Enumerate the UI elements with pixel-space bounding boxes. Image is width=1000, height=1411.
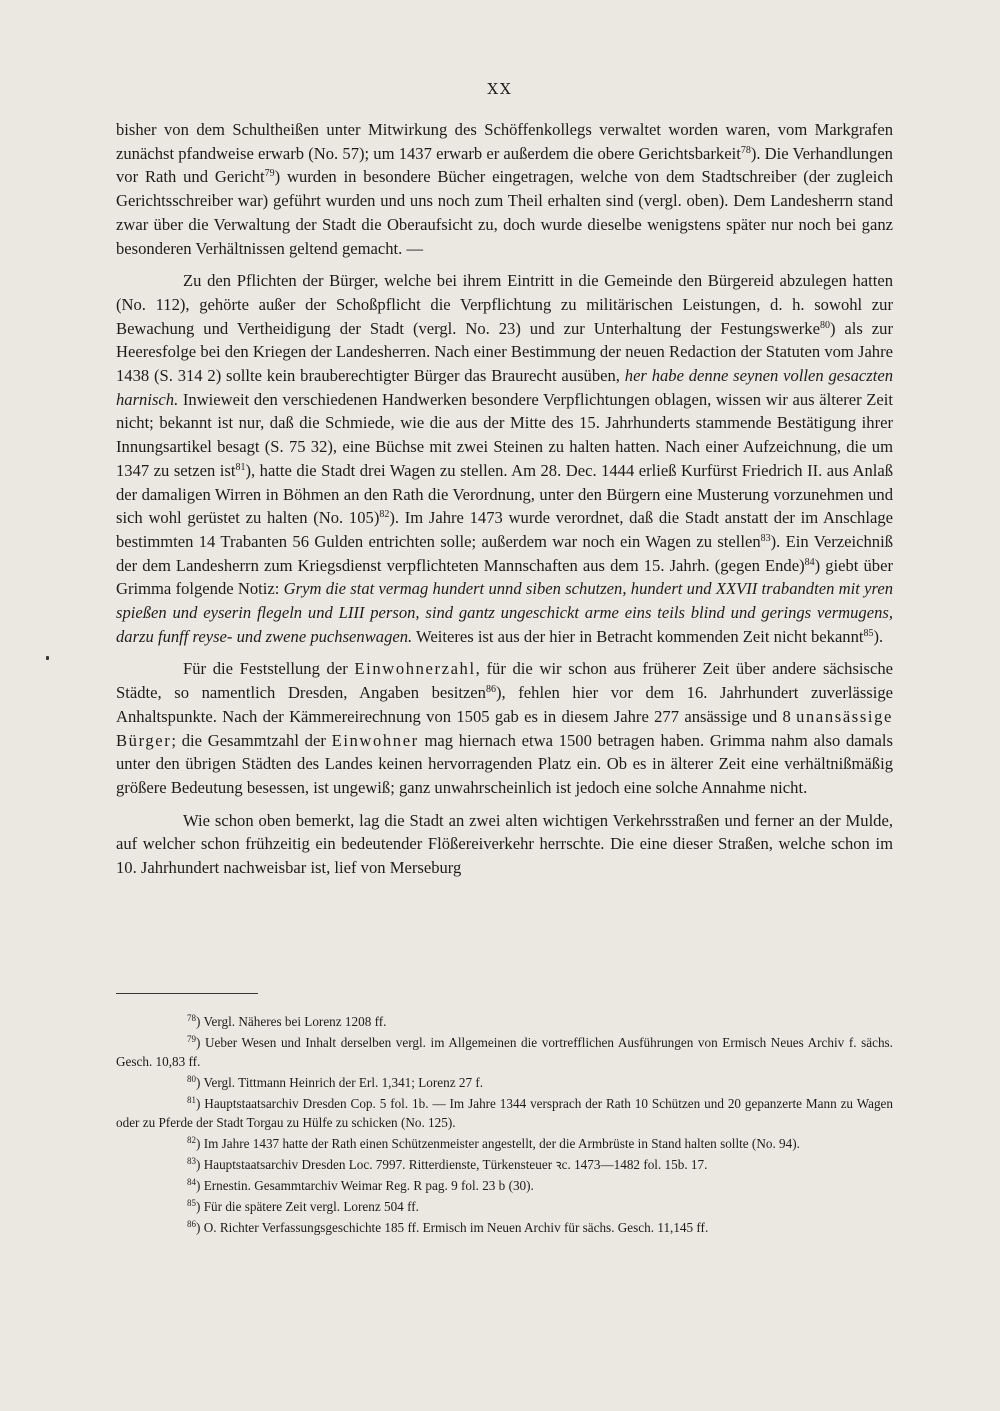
text-run: ) als zur Heeresfolge bei den Kriegen der Landesherren. Nach einer Bestimmung der neuen Redaction der Statuten vom Jahre 1438 (S. 314 2) sollte kein brauberechtigter Bürger das Braurecht ausüben,	[116, 318, 893, 386]
footnote-ref: 84	[804, 556, 815, 568]
emphasized-text: Einwohnerzahl	[354, 659, 476, 679]
text-run: Zu den Pflichten der Bürger, welche bei ihrem Eintritt in die Gemeinde den Bürgereid abzulegen hatten (No. 112), gehörte außer der Schoßpflicht die Verpflichtung zu militärischen Leistungen, d. h. sowohl zur Bewachung und Vertheidigung der Stadt (vergl. No. 23) und zur Unterhaltung der Festungswerke	[116, 271, 893, 338]
footnote	[116, 1094, 893, 1132]
footnote-text: Für die spätere Zeit vergl. Lorenz 504 ff.	[203, 1199, 419, 1214]
footnote	[116, 1073, 893, 1092]
footnote-text: Im Jahre 1437 hatte der Rath einen Schützenmeister angestellt, der die Armbrüste in Stand halten sollte (No. 94).	[203, 1136, 800, 1151]
footnote-ref: 86	[485, 684, 496, 696]
quoted-text: her habe denne seynen vollen gesaczten harnisch.	[116, 366, 893, 409]
footnote	[116, 1155, 893, 1174]
paragraph	[116, 118, 893, 260]
text-run: Inwieweit den verschiedenen Handwerken besondere Verpflichtungen oblagen, wissen wir aus älterer Zeit nicht; bekannt ist nur, daß die Schmiede, wie die aus der Mitte des 15. Jahrhunderts stammende Bestätigung ihrer Innungsartikel besagt (S. 75 32), eine Büchse mit zwei Steinen zu halten hatten. Nach einer Aufzeichnung, die um 1347 zu setzen ist	[116, 389, 893, 480]
footnote-text: Ernestin. Gesammtarchiv Weimar Reg. R pag. 9 fol. 23 b (30).	[203, 1178, 534, 1193]
footnote	[116, 1033, 893, 1071]
footnote-ref: 82	[379, 509, 390, 521]
text-run: ). Im Jahre 1473 wurde verordnet, daß die Stadt anstatt der im Anschlage bestimmten 14 Trabanten 56 Gulden entrichten solle; außerdem war noch ein Wagen zu stellen	[116, 508, 893, 551]
footnote-paren: )	[196, 1014, 204, 1029]
footnote-text: Hauptstaatsarchiv Dresden Cop. 5 fol. 1b. — Im Jahre 1344 versprach der Rath 10 Schützen und 20 gepanzerte Mann zu Wagen oder zu Pferde der Stadt Torgau zu Hülfe zu schicken (No. 125).	[116, 1096, 893, 1130]
footnote-number: 82	[187, 1135, 196, 1145]
footnote-text: Vergl. Näheres bei Lorenz 1208 ff.	[203, 1014, 387, 1029]
text-run: ), fehlen hier vor dem 16. Jahrhundert zuverlässige Anhaltspunkte. Nach der Kämmereirechnung von 1505 gab es in diesem Jahre 277 ansässige und 8	[116, 683, 894, 726]
footnote-ref: 81	[235, 461, 246, 473]
paragraph	[116, 657, 893, 799]
text-run: ). Ein Verzeichniß der dem Landesherrn zum Kriegsdienst verpflichteten Mannschaften aus dem 15. Jahrh. (gegen Ende)	[116, 531, 893, 575]
quoted-text: Grym die stat vermag hundert unnd siben schutzen, hundert und XXVII trabandten mit yren spießen und eyserin flegeln und LIII person, sind gantz ungeschickt arme eins teils blind und gerings vermugens, darzu funff reyse- und zwene puchsenwagen.	[116, 579, 893, 646]
footnote-number: 86	[187, 1219, 196, 1229]
page-number: XX	[487, 80, 513, 98]
footnote-ref: 80	[819, 319, 830, 331]
footnote-text: Hauptstaatsarchiv Dresden Loc. 7997. Ritterdienste, Türkensteuer ꝛc. 1473—1482 fol. 15b. 17.	[203, 1157, 708, 1172]
footnote-paren: )	[196, 1035, 205, 1050]
footnote	[116, 1012, 893, 1031]
footnote-text: O. Richter Verfassungsgeschichte 185 ff. Ermisch im Neuen Archiv für sächs. Gesch. 11,145 ff.	[203, 1220, 709, 1235]
text-run: ), hatte die Stadt drei Wagen zu stellen. Am 28. Dec. 1444 erließ Kurfürst Friedrich II. aus Anlaß der damaligen Wirren in Böhmen an den Rath die Verordnung, unter den Bürgern eine Musterung vorzunehmen und sich wohl gerüstet zu halten (No. 105)	[116, 460, 894, 528]
footnote-ref: 78	[740, 144, 751, 156]
text-run: ) giebt über Grimma folgende Notiz:	[116, 555, 893, 599]
footnote	[116, 1218, 893, 1237]
text-run: ).	[873, 626, 884, 646]
text-run: Wie schon oben bemerkt, lag die Stadt an zwei alten wichtigen Verkehrsstraßen und ferner an der Mulde, auf welcher schon frühzeitig ein bedeutender Flößereiverkehr herrschte. Die eine dieser Straßen, welche schon im 10. Jahrhundert nachweisbar ist, lief von Merseburg	[116, 810, 893, 878]
paragraph	[116, 269, 893, 648]
text-run: , für die wir schon aus früherer Zeit über andere sächsische Städte, so namentlich Dresden, Angaben besitzen	[116, 659, 894, 703]
footnote-number: 84	[187, 1177, 196, 1187]
footnote-paren: )	[196, 1136, 204, 1151]
footnote-ref: 79	[264, 168, 275, 180]
footnote-number: 78	[187, 1013, 196, 1023]
footnote-text: Vergl. Tittmann Heinrich der Erl. 1,341; Lorenz 27 f.	[203, 1075, 484, 1090]
emphasized-text: unansässige Bürger	[116, 706, 893, 750]
footnote-paren: )	[196, 1199, 204, 1214]
footnote-paren: )	[196, 1075, 204, 1090]
footnotes	[116, 1012, 893, 1239]
text-run: ; die Gesammtzahl der	[171, 730, 332, 750]
main-text	[116, 118, 893, 880]
emphasized-text: Einwohner	[331, 730, 419, 750]
footnote-number: 80	[187, 1074, 196, 1084]
footnote-text: Ueber Wesen und Inhalt derselben vergl. im Allgemeinen die vortrefflichen Ausführungen von Ermisch Neues Archiv f. sächs. Gesch. 10,83 ff.	[116, 1035, 893, 1069]
footnote-paren: )	[196, 1178, 204, 1193]
footnote-ref: 83	[760, 532, 771, 544]
text-run: Weiteres ist aus der hier in Betracht kommenden Zeit nicht bekannt	[412, 626, 864, 646]
margin-mark	[46, 656, 49, 660]
footnote-number: 79	[187, 1034, 196, 1044]
text-run: ) wurden in besondere Bücher eingetragen, welche von dem Stadtschreiber (der zugleich Gerichtsschreiber war) geführt wurden und uns noch zum Theil erhalten sind (vergl. oben). Dem Landesherrn stand zwar über die Verwaltung der Stadt die Oberaufsicht zu, doch wurde dieselbe wenigstens später nur noch bei ganz besonderen Verhältnissen geltend gemacht. —	[116, 167, 893, 258]
footnote-ref: 85	[863, 627, 874, 639]
footnote-number: 81	[187, 1095, 196, 1105]
footnote	[116, 1134, 893, 1153]
footnote	[116, 1197, 893, 1216]
footnote-paren: )	[196, 1096, 205, 1111]
footnote-number: 85	[187, 1198, 196, 1208]
paragraph	[116, 809, 893, 880]
footnote	[116, 1176, 893, 1195]
footnote-paren: )	[196, 1220, 204, 1235]
footnote-number: 83	[187, 1156, 196, 1166]
footnote-paren: )	[196, 1157, 204, 1172]
text-run: ). Die Verhandlungen vor Rath und Gericht	[116, 143, 893, 187]
text-run: Für die Feststellung der	[183, 659, 355, 679]
footnote-divider	[116, 993, 258, 994]
text-run: mag hiernach etwa 1500 betragen haben. Grimma nahm also damals unter den übrigen Städten des Landes keinen hervorragenden Platz ein. Ob es in älterer Zeit eine verhältnißmäßig größere Bedeutung besessen, ist ungewiß; ganz unwahrscheinlich ist jedoch eine solche Annahme nicht.	[116, 730, 893, 797]
text-run: bisher von dem Schultheißen unter Mitwirkung des Schöffenkollegs verwaltet worden waren, vom Markgrafen zunächst pfandweise erwarb (No. 57); um 1437 erwarb er außerdem die obere Gerichtsbarkeit	[116, 120, 893, 163]
